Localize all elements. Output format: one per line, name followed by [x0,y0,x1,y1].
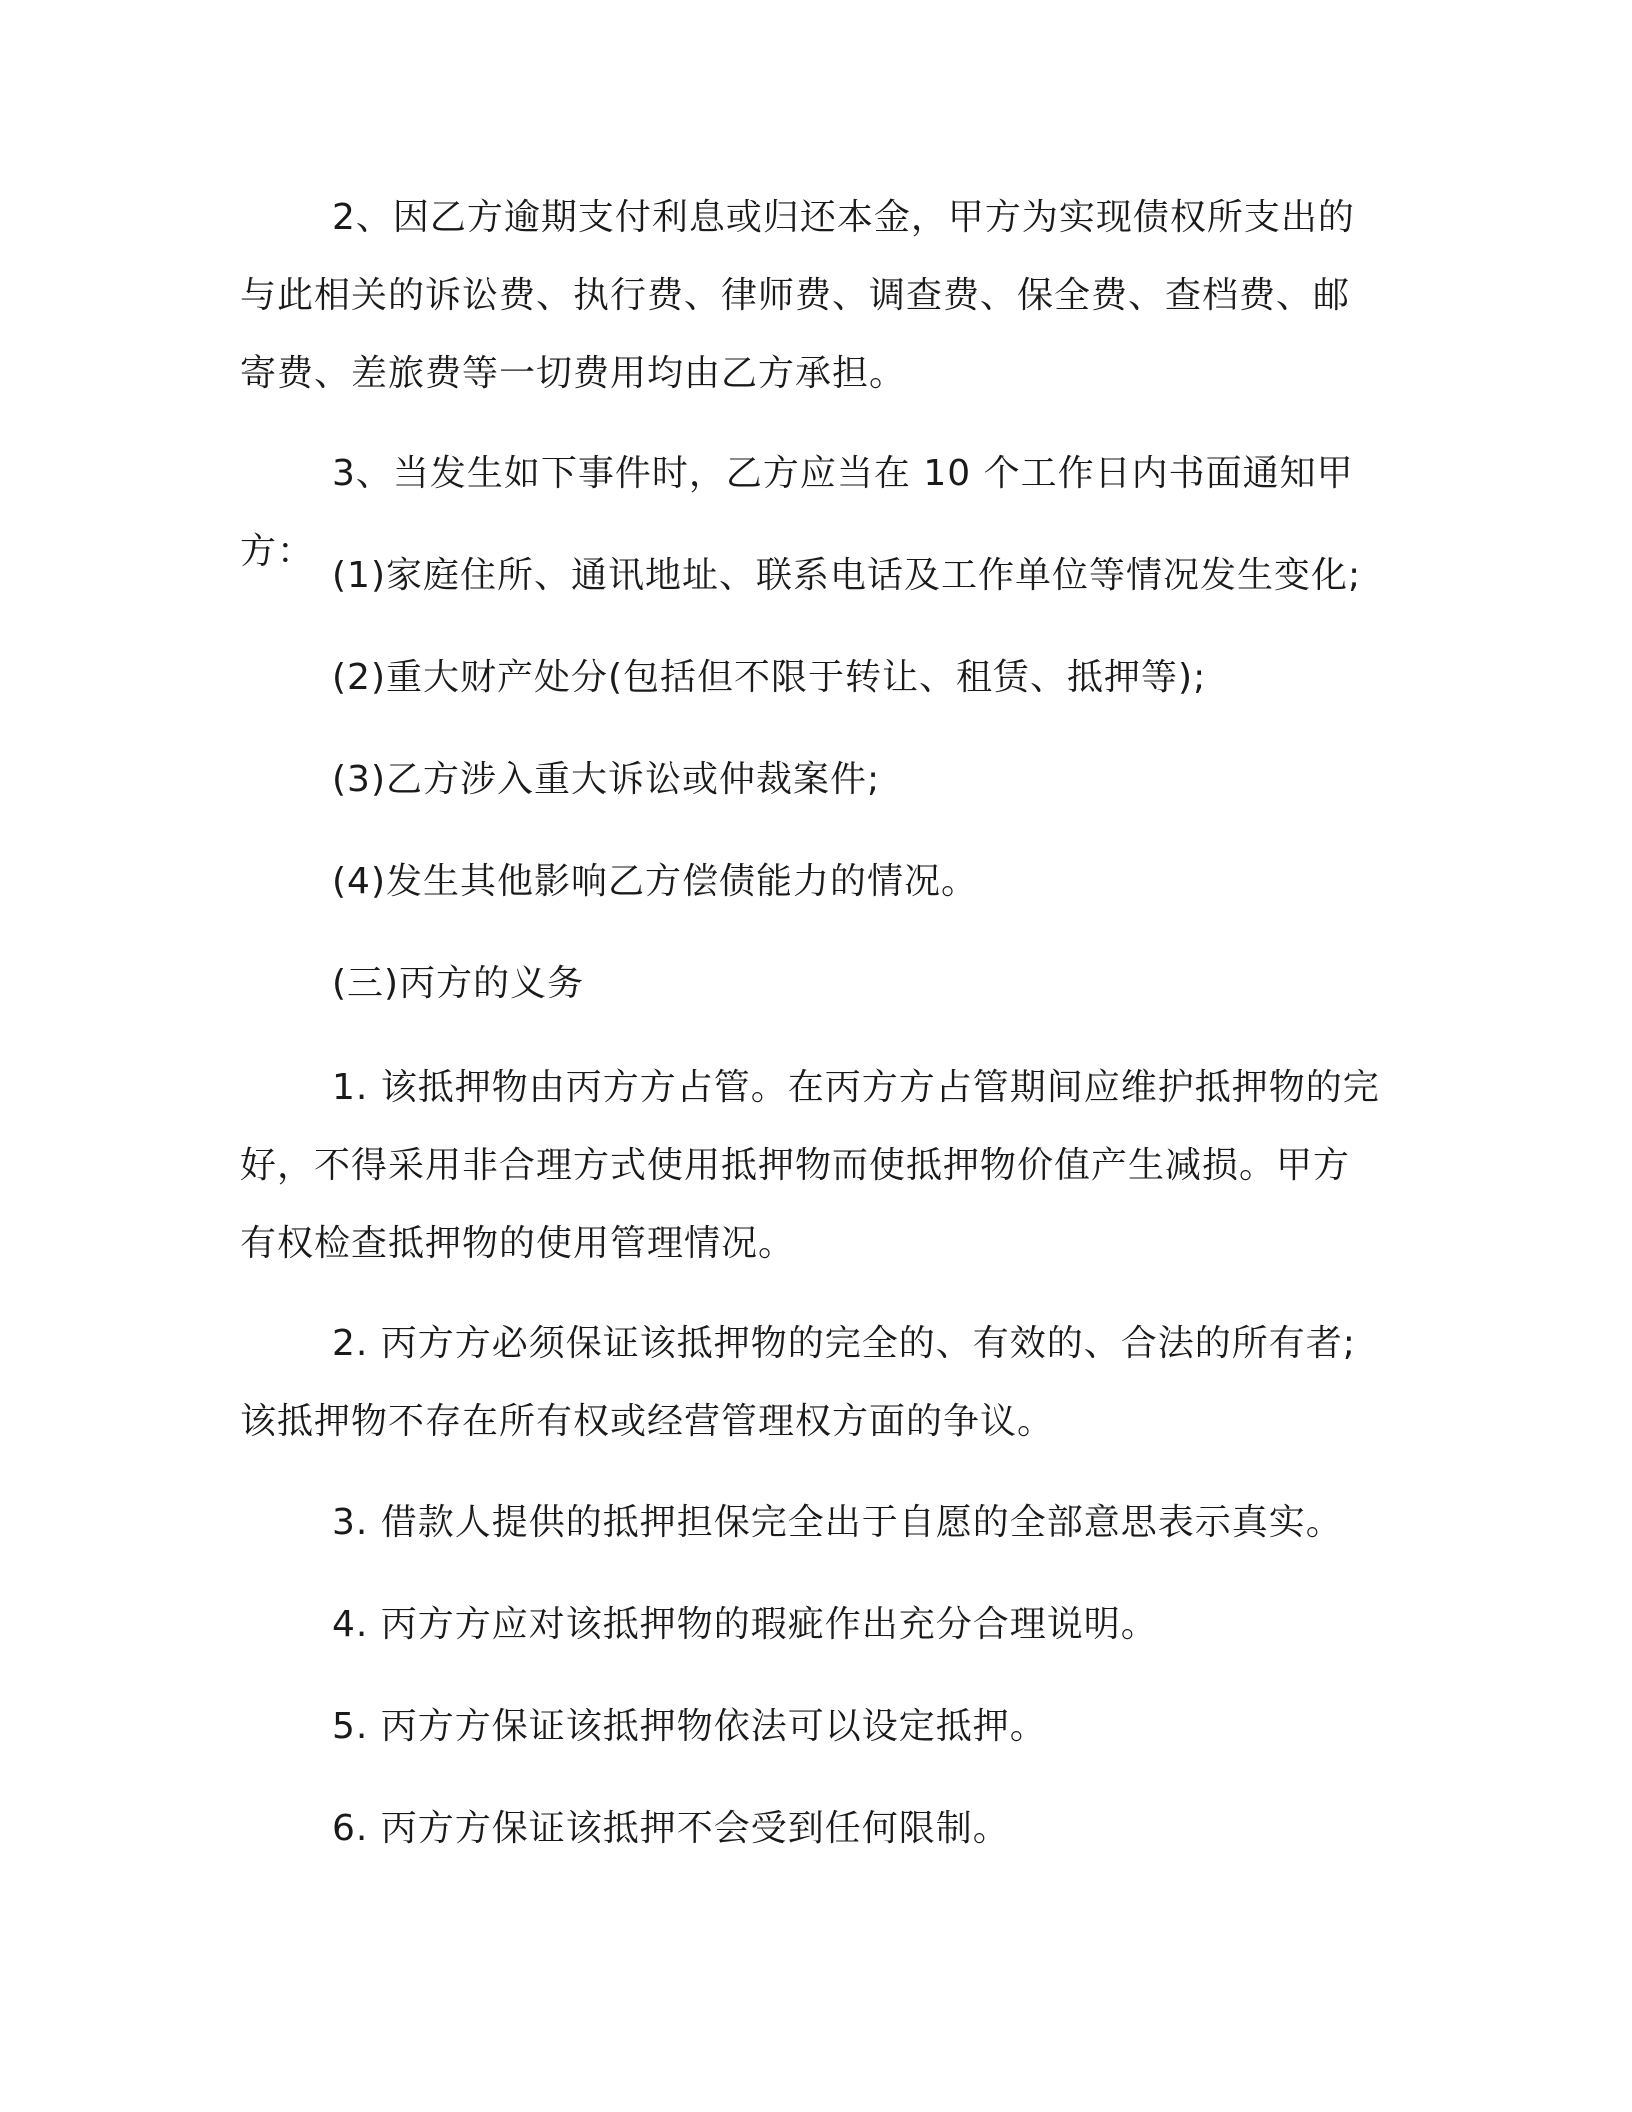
paragraph-line: 3. 借款人提供的抵押担保完全出于自愿的全部意思表示真实。 [332,1502,1343,1543]
paragraph-line: 1. 该抵押物由丙方方占管。在丙方方占管期间应维护抵押物的完 [332,1067,1380,1108]
section-heading [240,945,1420,1023]
paragraph-line: (4)发生其他影响乙方偿债能力的情况。 [332,861,978,902]
paragraph-line: (三)丙方的义务 [332,963,585,1004]
paragraph-line: 5. 丙方方保证该抵押物依法可以设定抵押。 [332,1706,1047,1747]
paragraph-line: 寄费、差旅费等一切费用均由乙方承担。 [240,353,907,394]
paragraph-obligation-2 [240,1305,1420,1461]
paragraph-line: (3)乙方涉入重大诉讼或仲裁案件; [332,759,881,800]
paragraph-line: (1)家庭住所、通讯地址、联系电话及工作单位等情况发生变化; [332,555,1362,596]
paragraph-obligation-5 [240,1688,1420,1766]
paragraph-obligation-6 [240,1790,1420,1868]
paragraph-obligation-1 [240,1049,1420,1283]
paragraph-line: 6. 丙方方保证该抵押不会受到任何限制。 [332,1808,1010,1849]
paragraph-obligation-3 [240,1484,1420,1562]
paragraph-line: 与此相关的诉讼费、执行费、律师费、调查费、保全费、查档费、邮 [240,275,1351,316]
paragraph-line: 好，不得采用非合理方式使用抵押物而使抵押物价值产生减损。甲方 [240,1145,1351,1186]
paragraph-line: 3、当发生如下事件时，乙方应当在 10 个工作日内书面通知甲方： [240,453,1354,572]
paragraph-item-3 [240,741,1420,819]
paragraph-clause-2 [240,179,1420,413]
paragraph-line: 4. 丙方方应对该抵押物的瑕疵作出充分合理说明。 [332,1604,1158,1645]
paragraph-item-2 [240,639,1420,717]
paragraph-line: 该抵押物不存在所有权或经营管理权方面的争议。 [240,1401,1055,1442]
paragraph-item-1 [240,537,1420,615]
paragraph-item-4 [240,843,1420,921]
paragraph-line: 有权检查抵押物的使用管理情况。 [240,1223,796,1264]
paragraph-line: 2、因乙方逾期支付利息或归还本金，甲方为实现债权所支出的 [332,197,1355,238]
paragraph-line: (2)重大财产处分(包括但不限于转让、租赁、抵押等); [332,657,1207,698]
paragraph-line: 2. 丙方方必须保证该抵押物的完全的、有效的、合法的所有者; [332,1323,1356,1364]
paragraph-obligation-4 [240,1586,1420,1664]
